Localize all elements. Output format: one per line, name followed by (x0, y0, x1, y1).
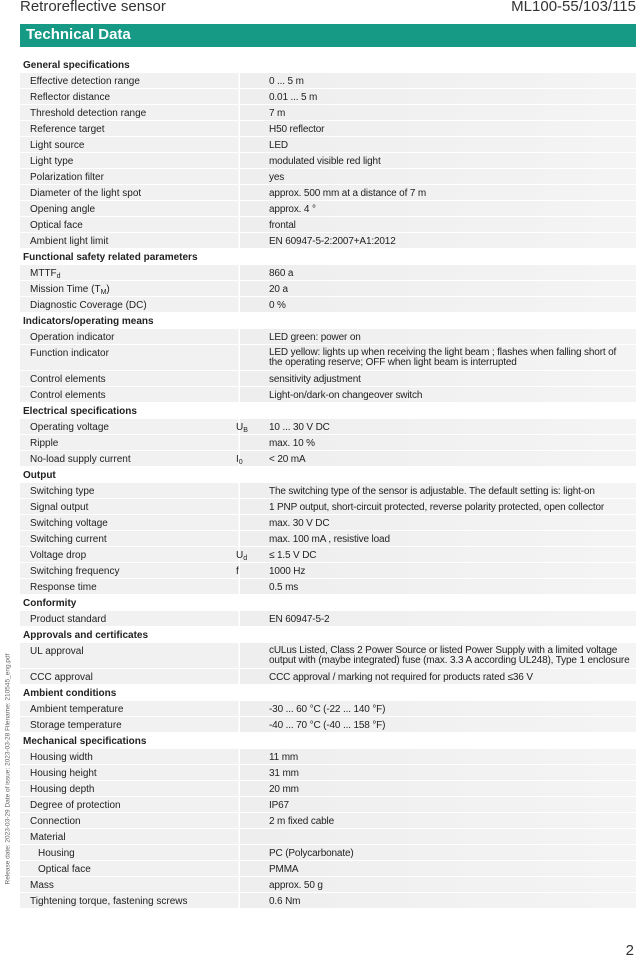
row-label (38, 862, 91, 877)
section-heading (20, 685, 636, 700)
row-label (30, 202, 95, 217)
table-row (20, 643, 636, 668)
table-row (20, 749, 636, 764)
row-label (30, 670, 93, 685)
row-label (30, 718, 122, 733)
table-row (20, 813, 636, 828)
table-row (20, 781, 636, 796)
section-heading (20, 249, 636, 264)
section-heading (20, 595, 636, 610)
section-heading (20, 403, 636, 418)
row-value: H50 reflector (269, 124, 325, 135)
row-value: 31 mm (269, 768, 299, 779)
row-label-suffix: ) (106, 284, 110, 295)
table-row (20, 73, 636, 88)
row-label-text: Function indicator (30, 348, 109, 359)
row-label-text: Optical face (38, 864, 91, 875)
table-row (20, 829, 636, 844)
row-value: PC (Polycarbonate) (269, 848, 354, 859)
table-row (20, 217, 636, 232)
row-label (30, 782, 95, 797)
row-value: modulated visible red light (269, 156, 381, 167)
row-value: IP67 (269, 800, 289, 811)
row-value: cULus Listed, Class 2 Power Source or listed Power Supply with a limited voltage output with (maybe integrated) fuse (max. 3.3 A according UL248), Type 1 enclosure (269, 645, 630, 666)
table-row (20, 185, 636, 200)
row-value: EN 60947-5-2:2007+A1:2012 (269, 236, 396, 247)
row-label-text: Material (30, 832, 66, 843)
row-label (30, 612, 106, 627)
row-value: 0 ... 5 m (269, 76, 304, 87)
row-value: yes (269, 172, 285, 183)
table-row (20, 765, 636, 780)
row-label-text: Housing (38, 848, 75, 859)
row-label (30, 814, 81, 829)
row-label-text: Opening angle (30, 204, 96, 215)
table-row (20, 105, 636, 120)
row-value: Light-on/dark-on changeover switch (269, 390, 423, 401)
row-label-text: Threshold detection range (30, 108, 147, 119)
section-heading-label: Indicators/operating means (23, 316, 154, 327)
row-value: 10 ... 30 V DC (269, 422, 330, 433)
table-row (20, 701, 636, 716)
section-heading-label: Functional safety related parameters (23, 252, 198, 263)
row-label (30, 436, 58, 451)
row-value: 0 % (269, 300, 286, 311)
row-label (30, 186, 141, 201)
table-row (20, 579, 636, 594)
row-label-text: Control elements (30, 374, 106, 385)
row-label (30, 750, 93, 765)
row-label (30, 74, 140, 89)
row-label-text: Diameter of the light spot (30, 188, 142, 199)
table-row (20, 547, 636, 562)
technical-data-table (20, 57, 636, 909)
row-value: PMMA (269, 864, 299, 875)
section-heading-label: Electrical specifications (23, 406, 137, 417)
row-label-text: Optical face (30, 220, 83, 231)
row-label-text: Housing width (30, 752, 93, 763)
table-row (20, 201, 636, 216)
row-value: 2 m fixed cable (269, 816, 335, 827)
row-value: EN 60947-5-2 (269, 614, 330, 625)
row-label (30, 484, 94, 499)
section-heading-label: Mechanical specifications (23, 736, 147, 747)
row-label-text: Voltage drop (30, 550, 87, 561)
table-row (20, 451, 636, 466)
table-row (20, 329, 636, 344)
row-label (30, 266, 61, 281)
row-label (30, 298, 147, 313)
row-label-text: Connection (30, 816, 81, 827)
row-label-text: Light source (30, 140, 85, 151)
row-symbol-subscript: 0 (238, 459, 243, 466)
table-row (20, 483, 636, 498)
section-heading-label: Approvals and certificates (23, 630, 149, 641)
table-row (20, 89, 636, 104)
section-heading (20, 57, 636, 72)
row-value: 20 mm (269, 784, 299, 795)
row-label-text: Diagnostic Coverage (DC) (30, 300, 147, 311)
row-symbol (236, 548, 247, 563)
row-value: -40 ... 70 °C (-40 ... 158 °F) (269, 720, 386, 731)
row-value: 20 a (269, 284, 288, 295)
row-label (30, 564, 120, 579)
row-value: < 20 mA (269, 454, 306, 465)
row-label (30, 452, 131, 467)
document-model: ML100-55/103/115 (511, 0, 636, 15)
table-row (20, 611, 636, 626)
row-label (30, 388, 106, 403)
row-value: approx. 50 g (269, 880, 323, 891)
row-label-text: Switching frequency (30, 566, 120, 577)
row-label-text: Operation indicator (30, 332, 115, 343)
table-row (20, 877, 636, 892)
row-label-subscript: d (56, 273, 61, 280)
release-note: Release date: 2023-03-29 Date of issue: 2023-03-28 Filename: 210545_eng.pdf (4, 653, 12, 885)
row-symbol-text: f (236, 566, 239, 577)
row-symbol-text: I (236, 454, 239, 465)
section-heading-label: Output (23, 470, 56, 481)
row-label (30, 516, 108, 531)
row-label-text: Storage temperature (30, 720, 122, 731)
row-symbol (236, 420, 248, 435)
page-number: 2 (625, 942, 634, 959)
row-symbol (236, 452, 243, 467)
row-label (30, 282, 110, 297)
row-value: sensitivity adjustment (269, 374, 361, 385)
section-heading (20, 467, 636, 482)
row-label-text: Mass (30, 880, 54, 891)
row-label-text: Control elements (30, 390, 106, 401)
row-label-text: Switching current (30, 534, 107, 545)
table-row (20, 861, 636, 876)
row-value: approx. 4 ° (269, 204, 316, 215)
row-label-text: Mission Time (T (30, 284, 101, 295)
row-label (30, 330, 115, 345)
row-label (30, 346, 109, 361)
table-row (20, 233, 636, 248)
row-value: LED (269, 140, 289, 151)
table-row (20, 717, 636, 732)
row-label-text: Ambient light limit (30, 236, 109, 247)
row-label (30, 644, 84, 659)
row-label (30, 154, 73, 169)
row-label-text: Switching type (30, 486, 95, 497)
table-row (20, 893, 636, 908)
row-label (30, 702, 123, 717)
table-row (20, 371, 636, 386)
row-label-text: Housing depth (30, 784, 95, 795)
row-value: LED yellow: lights up when receiving the light beam ; flashes when falling short of the operating reserve; OFF when light beam is interrupted (269, 347, 617, 368)
table-row (20, 435, 636, 450)
row-label (30, 138, 84, 153)
section-title: Technical Data (26, 26, 131, 43)
row-value: 860 a (269, 268, 294, 279)
row-value: 7 m (269, 108, 286, 119)
row-value: 11 mm (269, 752, 299, 763)
row-label-text: Response time (30, 582, 97, 593)
document-product-type: Retroreflective sensor (20, 0, 166, 15)
table-row (20, 265, 636, 280)
row-label-text: Polarization filter (30, 172, 104, 183)
table-row (20, 121, 636, 136)
table-row (20, 281, 636, 296)
section-heading (20, 733, 636, 748)
table-row (20, 297, 636, 312)
row-label-text: Ripple (30, 438, 59, 449)
row-label (30, 170, 104, 185)
row-label-text: Operating voltage (30, 422, 109, 433)
row-value: 0.5 ms (269, 582, 299, 593)
row-value: -30 ... 60 °C (-22 ... 140 °F) (269, 704, 386, 715)
row-label (30, 122, 105, 137)
row-label-text: No-load supply current (30, 454, 131, 465)
table-row (20, 387, 636, 402)
row-value: 1 PNP output, short-circuit protected, reverse polarity protected, open collector (269, 502, 605, 513)
row-label-text: Signal output (30, 502, 89, 513)
row-label (30, 878, 54, 893)
table-row (20, 169, 636, 184)
row-label-text: Effective detection range (30, 76, 140, 87)
row-label (30, 766, 97, 781)
row-value: 0.01 ... 5 m (269, 92, 318, 103)
row-label-text: Reflector distance (30, 92, 111, 103)
row-value: max. 30 V DC (269, 518, 330, 529)
row-value: max. 100 mA , resistive load (269, 534, 390, 545)
row-label-text: Degree of protection (30, 800, 121, 811)
row-label (30, 830, 66, 845)
row-label (30, 894, 188, 909)
table-row (20, 845, 636, 860)
row-label-text: Light type (30, 156, 74, 167)
row-symbol-subscript: B (243, 427, 248, 434)
section-heading (20, 313, 636, 328)
row-value: CCC approval / marking not required for products rated ≤36 V (269, 672, 533, 683)
table-row (20, 345, 636, 370)
row-value: approx. 500 mm at a distance of 7 m (269, 188, 427, 199)
row-label-text: MTTF (30, 268, 57, 279)
table-row (20, 797, 636, 812)
row-value: LED green: power on (269, 332, 361, 343)
table-row (20, 515, 636, 530)
row-label (30, 580, 97, 595)
row-label (30, 218, 83, 233)
row-symbol-subscript: d (243, 555, 248, 562)
row-symbol-text: U (236, 550, 244, 561)
row-label (30, 372, 106, 387)
row-value: ≤ 1.5 V DC (269, 550, 317, 561)
section-heading-label: Ambient conditions (23, 688, 117, 699)
table-row (20, 563, 636, 578)
row-label-text: Housing height (30, 768, 97, 779)
section-heading (20, 627, 636, 642)
row-value: The switching type of the sensor is adjustable. The default setting is: light-on (269, 486, 595, 497)
table-row (20, 419, 636, 434)
row-label-text: Ambient temperature (30, 704, 124, 715)
row-label (30, 90, 110, 105)
row-label-text: UL approval (30, 646, 84, 657)
section-title-bar (20, 24, 636, 47)
row-value: max. 10 % (269, 438, 315, 449)
row-label (30, 106, 146, 121)
row-label-text: Reference target (30, 124, 105, 135)
row-label (30, 798, 121, 813)
row-label-text: Switching voltage (30, 518, 108, 529)
row-label (30, 420, 109, 435)
row-label-subscript: M (100, 289, 107, 296)
row-label-text: Product standard (30, 614, 107, 625)
row-label (38, 846, 75, 861)
table-row (20, 499, 636, 514)
row-label-text: Tightening torque, fastening screws (30, 896, 188, 907)
table-row (20, 137, 636, 152)
section-heading-label: Conformity (23, 598, 77, 609)
table-row (20, 153, 636, 168)
row-label-text: CCC approval (30, 672, 93, 683)
row-value: frontal (269, 220, 296, 231)
section-heading-label: General specifications (23, 60, 130, 71)
row-symbol (236, 564, 239, 579)
row-symbol-text: U (236, 422, 244, 433)
row-value: 0.6 Nm (269, 896, 301, 907)
table-row (20, 669, 636, 684)
row-label (30, 532, 107, 547)
row-label (30, 548, 86, 563)
row-label (30, 500, 88, 515)
row-value: 1000 Hz (269, 566, 306, 577)
table-row (20, 531, 636, 546)
row-label (30, 234, 108, 249)
